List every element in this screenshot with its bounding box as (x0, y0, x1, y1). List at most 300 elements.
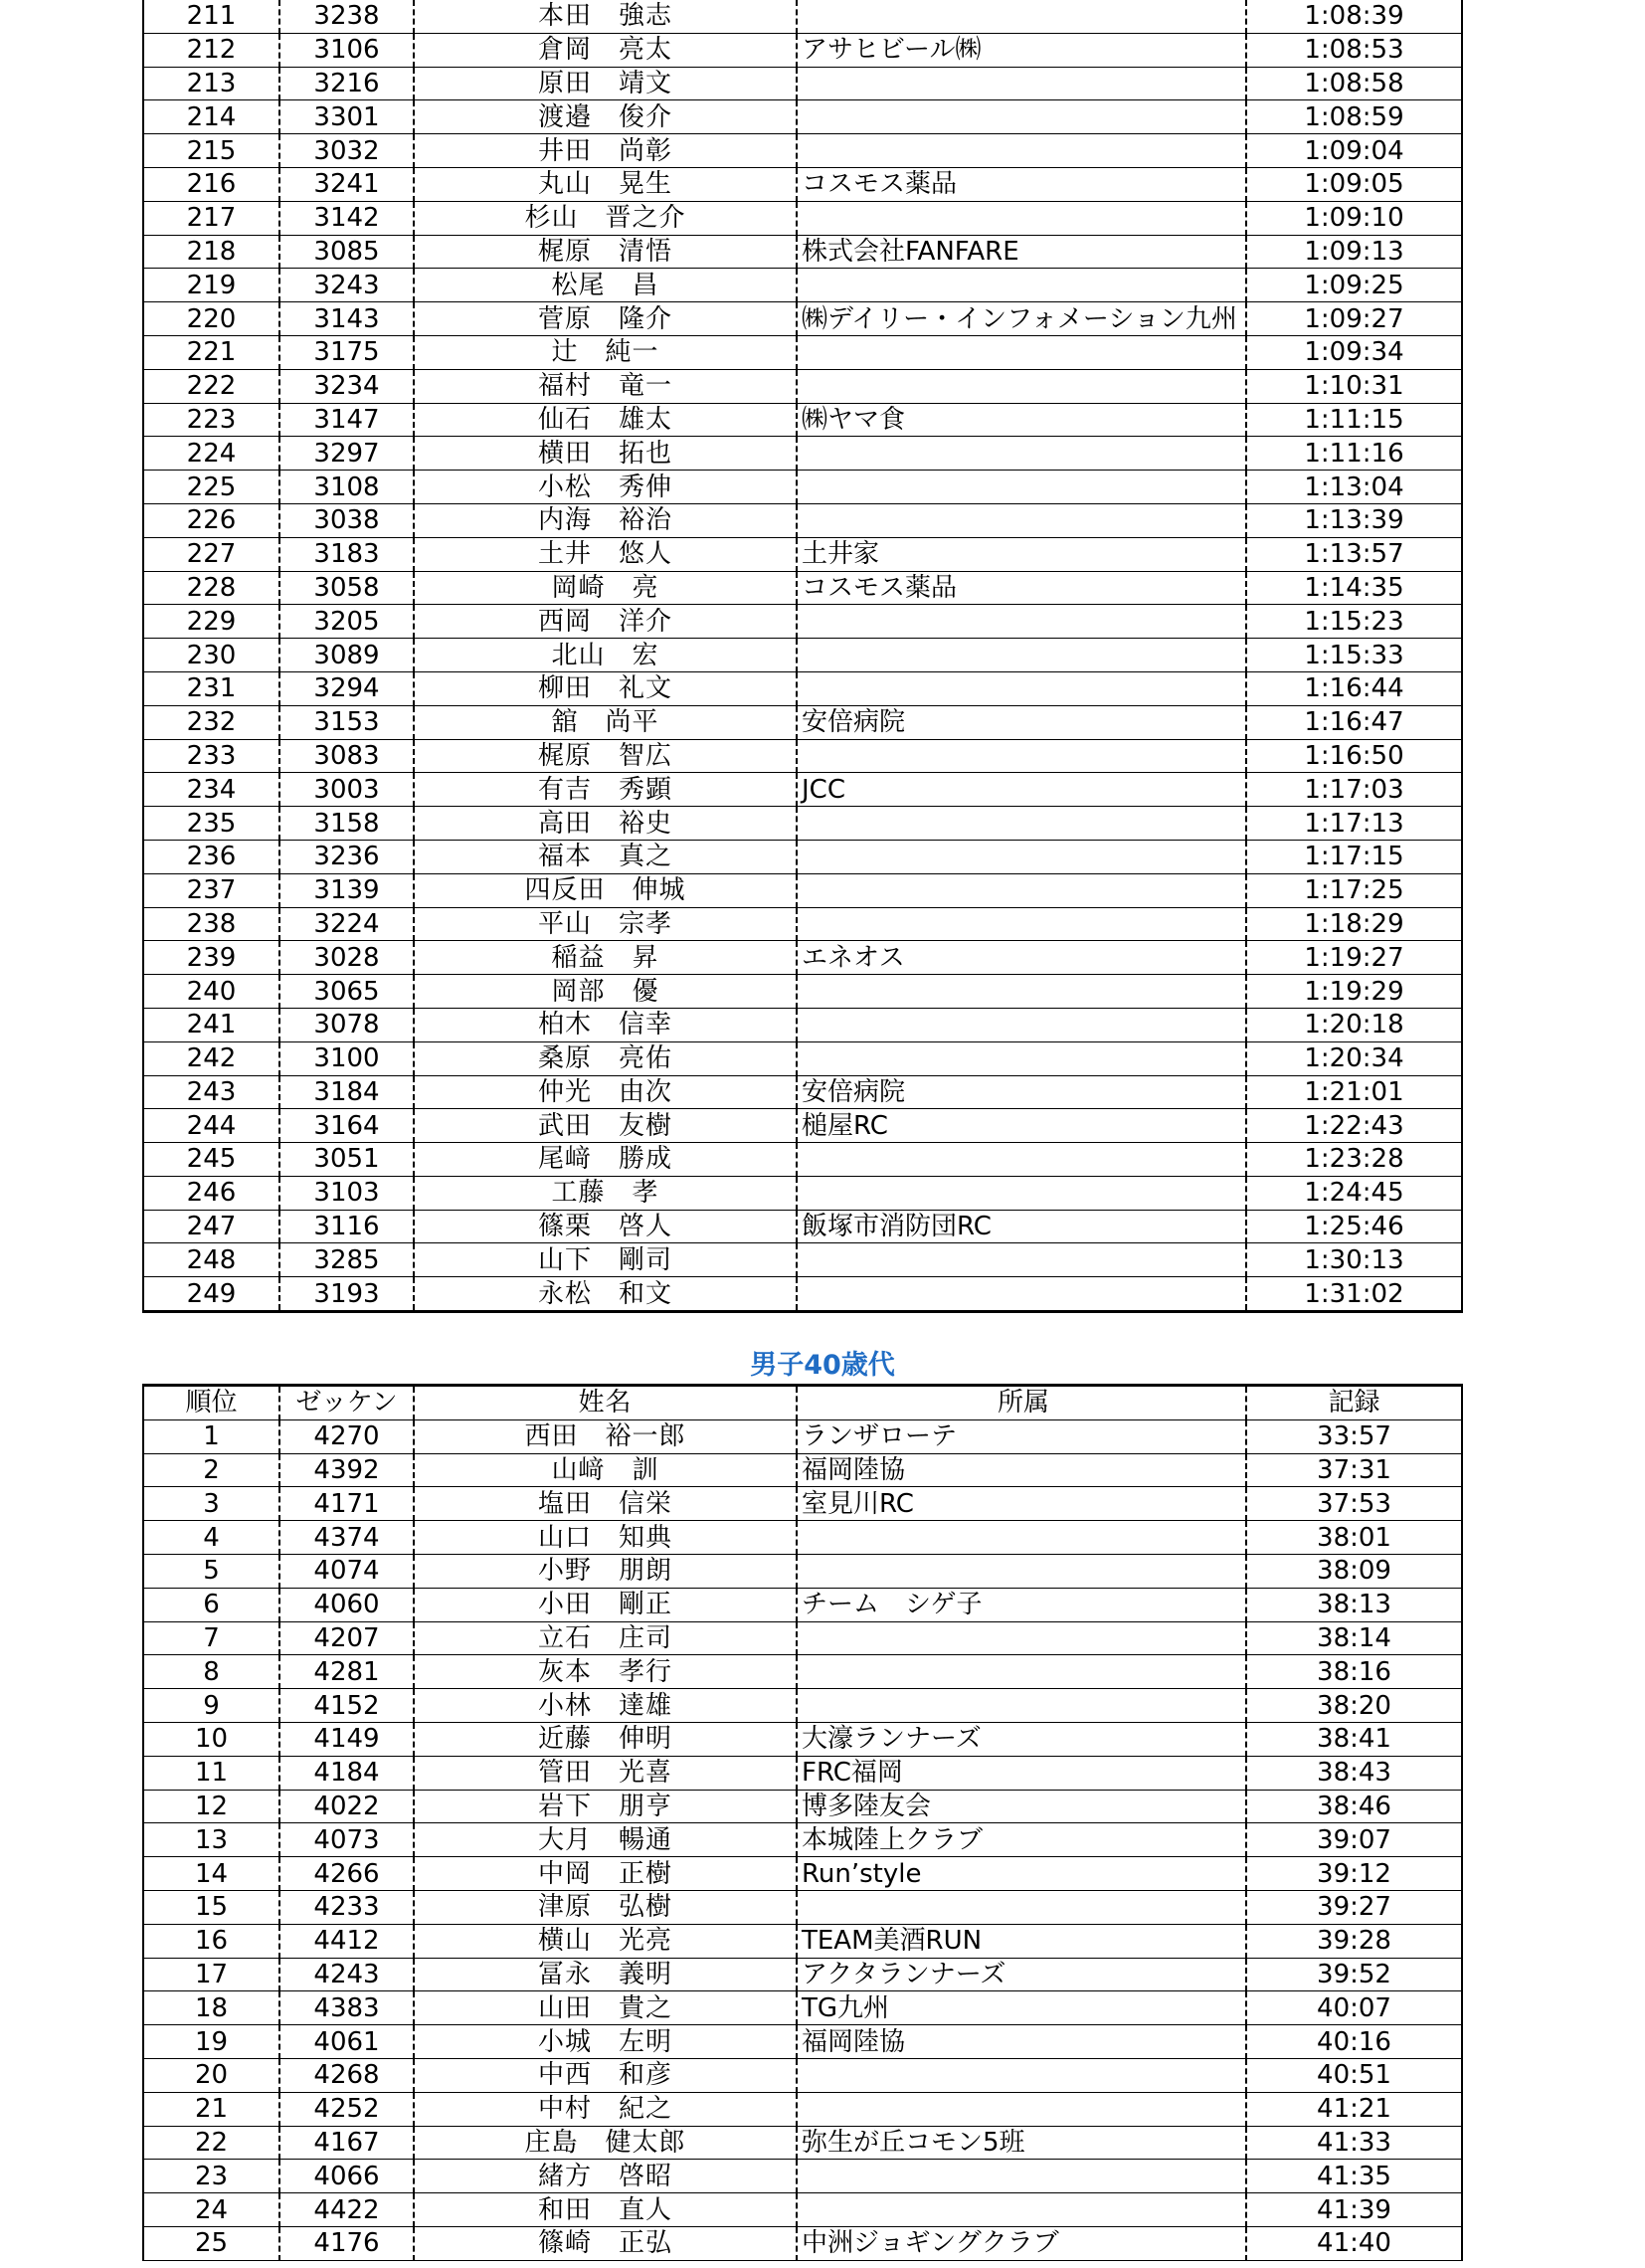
cell-team (797, 471, 1246, 504)
cell-time: 1:16:44 (1246, 671, 1462, 705)
cell-time: 1:10:31 (1246, 369, 1462, 403)
cell-rank: 218 (143, 235, 279, 269)
cell-rank: 25 (143, 2226, 279, 2260)
cell-name: 松尾 昌 (414, 269, 797, 302)
table-row (143, 1143, 1462, 1177)
cell-bib: 4268 (279, 2058, 414, 2092)
table-row (143, 1588, 1462, 1621)
cell-time: 38:16 (1246, 1655, 1462, 1689)
cell-team: ㈱ヤマ食 (797, 403, 1246, 437)
cell-rank: 237 (143, 873, 279, 907)
cell-bib: 3234 (279, 369, 414, 403)
cell-time: 1:09:27 (1246, 302, 1462, 336)
cell-name: 四反田 伸城 (414, 873, 797, 907)
cell-time: 1:11:15 (1246, 403, 1462, 437)
table-row (143, 975, 1462, 1009)
table-row (143, 840, 1462, 873)
cell-rank: 223 (143, 403, 279, 437)
cell-team: 株式会社FANFARE (797, 235, 1246, 269)
cell-team (797, 1554, 1246, 1588)
cell-bib: 4060 (279, 1588, 414, 1621)
cell-time: 39:28 (1246, 1924, 1462, 1958)
table-row (143, 2226, 1462, 2260)
cell-name: 岡部 優 (414, 975, 797, 1009)
cell-team: エネオス (797, 941, 1246, 975)
cell-rank: 16 (143, 1924, 279, 1958)
cell-name: 小林 達雄 (414, 1689, 797, 1723)
table-row (143, 773, 1462, 807)
table-row (143, 1453, 1462, 1487)
cell-bib: 4061 (279, 2025, 414, 2059)
cell-bib: 3103 (279, 1176, 414, 1210)
cell-bib: 3143 (279, 302, 414, 336)
cell-bib: 4184 (279, 1756, 414, 1790)
table-row (143, 941, 1462, 975)
cell-rank: 17 (143, 1958, 279, 1991)
cell-team (797, 2058, 1246, 2092)
cell-rank: 249 (143, 1277, 279, 1312)
cell-team (797, 67, 1246, 100)
cell-bib: 3116 (279, 1210, 414, 1243)
cell-name: 庄島 健太郎 (414, 2126, 797, 2160)
cell-rank: 213 (143, 67, 279, 100)
table-row (143, 1210, 1462, 1243)
cell-bib: 3236 (279, 840, 414, 873)
cell-name: 原田 靖文 (414, 67, 797, 100)
table-row (143, 1041, 1462, 1075)
cell-time: 1:17:15 (1246, 840, 1462, 873)
cell-time: 1:24:45 (1246, 1176, 1462, 1210)
table-row (143, 739, 1462, 773)
cell-time: 38:41 (1246, 1722, 1462, 1756)
cell-bib: 4252 (279, 2092, 414, 2126)
cell-time: 1:16:50 (1246, 739, 1462, 773)
cell-name: 本田 強志 (414, 0, 797, 33)
cell-rank: 239 (143, 941, 279, 975)
cell-team: 福岡陸協 (797, 2025, 1246, 2059)
cell-team: 安倍病院 (797, 705, 1246, 739)
cell-bib: 4167 (279, 2126, 414, 2160)
cell-rank: 233 (143, 739, 279, 773)
cell-team: コスモス薬品 (797, 571, 1246, 605)
cell-bib: 4281 (279, 1655, 414, 1689)
table-row (143, 639, 1462, 672)
table-row (143, 471, 1462, 504)
cell-bib: 3100 (279, 1041, 414, 1075)
cell-bib: 3065 (279, 975, 414, 1009)
cell-name: 北山 宏 (414, 639, 797, 672)
cell-name: 菅原 隆介 (414, 302, 797, 336)
cell-team: 福岡陸協 (797, 1453, 1246, 1487)
table-header (143, 1386, 1462, 1420)
cell-team: JCC (797, 773, 1246, 807)
header-rank: 順位 (143, 1386, 279, 1420)
cell-rank: 219 (143, 269, 279, 302)
cell-time: 1:23:28 (1246, 1143, 1462, 1177)
cell-name: 柏木 信幸 (414, 1008, 797, 1041)
cell-rank: 241 (143, 1008, 279, 1041)
cell-time: 40:51 (1246, 2058, 1462, 2092)
cell-bib: 3238 (279, 0, 414, 33)
table-row (143, 167, 1462, 201)
table-row (143, 1790, 1462, 1823)
cell-time: 1:09:25 (1246, 269, 1462, 302)
table-row (143, 1991, 1462, 2025)
cell-team (797, 2160, 1246, 2193)
cell-bib: 3183 (279, 537, 414, 571)
cell-time: 1:13:57 (1246, 537, 1462, 571)
cell-rank: 232 (143, 705, 279, 739)
cell-bib: 3108 (279, 471, 414, 504)
cell-name: 永松 和文 (414, 1277, 797, 1312)
table-row (143, 269, 1462, 302)
cell-bib: 4176 (279, 2226, 414, 2260)
cell-name: 小田 剛正 (414, 1588, 797, 1621)
cell-bib: 3193 (279, 1277, 414, 1312)
cell-name: 武田 友樹 (414, 1109, 797, 1143)
cell-bib: 3243 (279, 269, 414, 302)
cell-time: 1:11:16 (1246, 437, 1462, 471)
cell-time: 41:21 (1246, 2092, 1462, 2126)
cell-bib: 3085 (279, 235, 414, 269)
table-row (143, 2092, 1462, 2126)
cell-bib: 3205 (279, 605, 414, 639)
cell-name: 仙石 雄太 (414, 403, 797, 437)
cell-name: 土井 悠人 (414, 537, 797, 571)
cell-name: 近藤 伸明 (414, 1722, 797, 1756)
cell-team: アサヒビール㈱ (797, 33, 1246, 67)
cell-team: 飯塚市消防団RC (797, 1210, 1246, 1243)
cell-rank: 227 (143, 537, 279, 571)
cell-team (797, 100, 1246, 134)
cell-name: 小城 左明 (414, 2025, 797, 2059)
cell-team (797, 907, 1246, 941)
cell-team (797, 975, 1246, 1009)
cell-time: 38:46 (1246, 1790, 1462, 1823)
cell-time: 1:22:43 (1246, 1109, 1462, 1143)
cell-name: 山田 貴之 (414, 1991, 797, 2025)
cell-rank: 234 (143, 773, 279, 807)
table-row (143, 1008, 1462, 1041)
table-row (143, 605, 1462, 639)
cell-time: 40:07 (1246, 1991, 1462, 2025)
cell-rank: 18 (143, 1991, 279, 2025)
cell-team: 安倍病院 (797, 1075, 1246, 1109)
table-row (143, 369, 1462, 403)
cell-bib: 3294 (279, 671, 414, 705)
cell-time: 1:19:27 (1246, 941, 1462, 975)
table-row (143, 1655, 1462, 1689)
cell-name: 横田 拓也 (414, 437, 797, 471)
cell-time: 37:53 (1246, 1487, 1462, 1521)
cell-rank: 222 (143, 369, 279, 403)
cell-bib: 4152 (279, 1689, 414, 1723)
cell-name: 塩田 信栄 (414, 1487, 797, 1521)
cell-team: 室見川RC (797, 1487, 1246, 1521)
table-row (143, 0, 1462, 33)
table-row (143, 235, 1462, 269)
cell-rank: 211 (143, 0, 279, 33)
cell-bib: 3078 (279, 1008, 414, 1041)
table-row (143, 2025, 1462, 2059)
cell-name: 高田 裕史 (414, 807, 797, 841)
cell-name: 横山 光亮 (414, 1924, 797, 1958)
cell-time: 1:08:39 (1246, 0, 1462, 33)
cell-name: 津原 弘樹 (414, 1890, 797, 1924)
cell-time: 39:27 (1246, 1890, 1462, 1924)
table-row (143, 705, 1462, 739)
cell-team (797, 873, 1246, 907)
cell-rank: 242 (143, 1041, 279, 1075)
cell-team (797, 1008, 1246, 1041)
cell-bib: 4383 (279, 1991, 414, 2025)
results-table-body (143, 1419, 1462, 2260)
table-row (143, 1075, 1462, 1109)
cell-time: 1:20:34 (1246, 1041, 1462, 1075)
cell-team: TG九州 (797, 1991, 1246, 2025)
cell-team (797, 1890, 1246, 1924)
cell-name: 柳田 礼文 (414, 671, 797, 705)
cell-name: 篠栗 啓人 (414, 1210, 797, 1243)
cell-name: 山口 知典 (414, 1521, 797, 1555)
cell-bib: 4270 (279, 1419, 414, 1453)
cell-rank: 215 (143, 134, 279, 168)
cell-name: 立石 庄司 (414, 1621, 797, 1655)
cell-rank: 20 (143, 2058, 279, 2092)
table-row (143, 335, 1462, 369)
cell-name: 渡邉 俊介 (414, 100, 797, 134)
cell-name: 辻 純一 (414, 335, 797, 369)
cell-time: 41:40 (1246, 2226, 1462, 2260)
cell-name: 西田 裕一郎 (414, 1419, 797, 1453)
cell-team (797, 335, 1246, 369)
cell-team (797, 2193, 1246, 2227)
cell-rank: 12 (143, 1790, 279, 1823)
cell-name: 小松 秀伸 (414, 471, 797, 504)
table-row (143, 1722, 1462, 1756)
cell-team: 槌屋RC (797, 1109, 1246, 1143)
cell-time: 38:09 (1246, 1554, 1462, 1588)
cell-name: 灰本 孝行 (414, 1655, 797, 1689)
cell-rank: 15 (143, 1890, 279, 1924)
results-table-40s (142, 1384, 1463, 2261)
cell-name: 福本 真之 (414, 840, 797, 873)
cell-name: 中村 紀之 (414, 2092, 797, 2126)
cell-bib: 4233 (279, 1890, 414, 1924)
cell-rank: 248 (143, 1243, 279, 1277)
cell-name: 舘 尚平 (414, 705, 797, 739)
cell-team (797, 1041, 1246, 1075)
cell-team (797, 605, 1246, 639)
cell-rank: 8 (143, 1655, 279, 1689)
cell-team: 土井家 (797, 537, 1246, 571)
table-row (143, 2160, 1462, 2193)
cell-team: コスモス薬品 (797, 167, 1246, 201)
table-row (143, 503, 1462, 537)
cell-name: 小野 朋朗 (414, 1554, 797, 1588)
cell-bib: 3106 (279, 33, 414, 67)
cell-name: 福村 竜一 (414, 369, 797, 403)
table-row (143, 1521, 1462, 1555)
cell-name: 杉山 晋之介 (414, 201, 797, 235)
table-row (143, 1924, 1462, 1958)
cell-time: 1:08:59 (1246, 100, 1462, 134)
cell-rank: 243 (143, 1075, 279, 1109)
cell-time: 39:07 (1246, 1823, 1462, 1857)
cell-time: 33:57 (1246, 1419, 1462, 1453)
cell-rank: 24 (143, 2193, 279, 2227)
cell-team: ㈱デイリー・インフォメーション九州 (797, 302, 1246, 336)
cell-bib: 4392 (279, 1453, 414, 1487)
cell-name: 尾﨑 勝成 (414, 1143, 797, 1177)
cell-rank: 216 (143, 167, 279, 201)
cell-rank: 245 (143, 1143, 279, 1177)
section-title: 男子40歳代 (750, 1350, 895, 1381)
cell-team (797, 671, 1246, 705)
cell-bib: 4243 (279, 1958, 414, 1991)
table-row (143, 134, 1462, 168)
cell-rank: 9 (143, 1689, 279, 1723)
table-row (143, 1243, 1462, 1277)
cell-bib: 3058 (279, 571, 414, 605)
cell-team (797, 739, 1246, 773)
cell-team: 弥生が丘コモン5班 (797, 2126, 1246, 2160)
cell-team (797, 503, 1246, 537)
cell-team: TEAM美酒RUN (797, 1924, 1246, 1958)
cell-name: 丸山 晃生 (414, 167, 797, 201)
cell-name: 平山 宗孝 (414, 907, 797, 941)
cell-name: 大月 暢通 (414, 1823, 797, 1857)
cell-time: 1:20:18 (1246, 1008, 1462, 1041)
cell-bib: 3241 (279, 167, 414, 201)
cell-bib: 3038 (279, 503, 414, 537)
cell-name: 梶原 智広 (414, 739, 797, 773)
cell-time: 1:18:29 (1246, 907, 1462, 941)
cell-team: 中洲ジョギングクラブ (797, 2226, 1246, 2260)
cell-rank: 240 (143, 975, 279, 1009)
cell-team (797, 1277, 1246, 1312)
cell-rank: 214 (143, 100, 279, 134)
cell-name: 山下 剛司 (414, 1243, 797, 1277)
cell-bib: 3147 (279, 403, 414, 437)
cell-time: 40:16 (1246, 2025, 1462, 2059)
cell-team (797, 437, 1246, 471)
cell-rank: 23 (143, 2160, 279, 2193)
cell-bib: 3285 (279, 1243, 414, 1277)
table-row (143, 1689, 1462, 1723)
cell-bib: 3089 (279, 639, 414, 672)
cell-bib: 3164 (279, 1109, 414, 1143)
table-row (143, 100, 1462, 134)
cell-time: 1:15:23 (1246, 605, 1462, 639)
cell-time: 1:08:58 (1246, 67, 1462, 100)
cell-time: 1:30:13 (1246, 1243, 1462, 1277)
cell-bib: 3297 (279, 437, 414, 471)
cell-rank: 229 (143, 605, 279, 639)
cell-rank: 5 (143, 1554, 279, 1588)
cell-time: 41:35 (1246, 2160, 1462, 2193)
cell-name: 西岡 洋介 (414, 605, 797, 639)
cell-bib: 3083 (279, 739, 414, 773)
table-row (143, 907, 1462, 941)
cell-name: 緒方 啓昭 (414, 2160, 797, 2193)
cell-bib: 4022 (279, 1790, 414, 1823)
cell-bib: 3028 (279, 941, 414, 975)
cell-time: 1:19:29 (1246, 975, 1462, 1009)
table-row (143, 2058, 1462, 2092)
cell-bib: 3139 (279, 873, 414, 907)
cell-time: 38:13 (1246, 1588, 1462, 1621)
cell-time: 1:09:05 (1246, 167, 1462, 201)
cell-bib: 3051 (279, 1143, 414, 1177)
cell-team (797, 840, 1246, 873)
cell-time: 1:13:39 (1246, 503, 1462, 537)
cell-rank: 212 (143, 33, 279, 67)
table-row (143, 201, 1462, 235)
cell-rank: 228 (143, 571, 279, 605)
cell-rank: 6 (143, 1588, 279, 1621)
cell-bib: 4073 (279, 1823, 414, 1857)
table-row (143, 403, 1462, 437)
cell-time: 1:09:10 (1246, 201, 1462, 235)
cell-team: 本城陸上クラブ (797, 1823, 1246, 1857)
cell-rank: 231 (143, 671, 279, 705)
cell-time: 41:33 (1246, 2126, 1462, 2160)
cell-rank: 224 (143, 437, 279, 471)
table-row (143, 1621, 1462, 1655)
table-row (143, 67, 1462, 100)
cell-name: 山﨑 訓 (414, 1453, 797, 1487)
cell-rank: 247 (143, 1210, 279, 1243)
cell-team (797, 1243, 1246, 1277)
cell-rank: 244 (143, 1109, 279, 1143)
cell-bib: 3142 (279, 201, 414, 235)
cell-name: 中岡 正樹 (414, 1857, 797, 1891)
table-row (143, 302, 1462, 336)
table-row (143, 571, 1462, 605)
cell-time: 1:15:33 (1246, 639, 1462, 672)
cell-bib: 3224 (279, 907, 414, 941)
cell-bib: 4266 (279, 1857, 414, 1891)
table-row (143, 537, 1462, 571)
cell-time: 1:14:35 (1246, 571, 1462, 605)
cell-name: 中西 和彦 (414, 2058, 797, 2092)
table-row (143, 1756, 1462, 1790)
cell-team: Run’style (797, 1857, 1246, 1891)
cell-time: 1:16:47 (1246, 705, 1462, 739)
table-row (143, 1857, 1462, 1891)
cell-time: 39:52 (1246, 1958, 1462, 1991)
cell-name: 冨永 義明 (414, 1958, 797, 1991)
cell-bib: 3301 (279, 100, 414, 134)
cell-time: 37:31 (1246, 1453, 1462, 1487)
cell-rank: 14 (143, 1857, 279, 1891)
table-row (143, 807, 1462, 841)
cell-bib: 3003 (279, 773, 414, 807)
header-team: 所属 (797, 1386, 1246, 1420)
cell-rank: 230 (143, 639, 279, 672)
cell-team (797, 1621, 1246, 1655)
table-row (143, 437, 1462, 471)
table-row (143, 1277, 1462, 1312)
cell-name: 篠崎 正弘 (414, 2226, 797, 2260)
cell-time: 1:17:25 (1246, 873, 1462, 907)
results-table-body (143, 0, 1462, 1312)
cell-name: 倉岡 亮太 (414, 33, 797, 67)
cell-rank: 238 (143, 907, 279, 941)
cell-rank: 226 (143, 503, 279, 537)
cell-name: 桑原 亮佑 (414, 1041, 797, 1075)
